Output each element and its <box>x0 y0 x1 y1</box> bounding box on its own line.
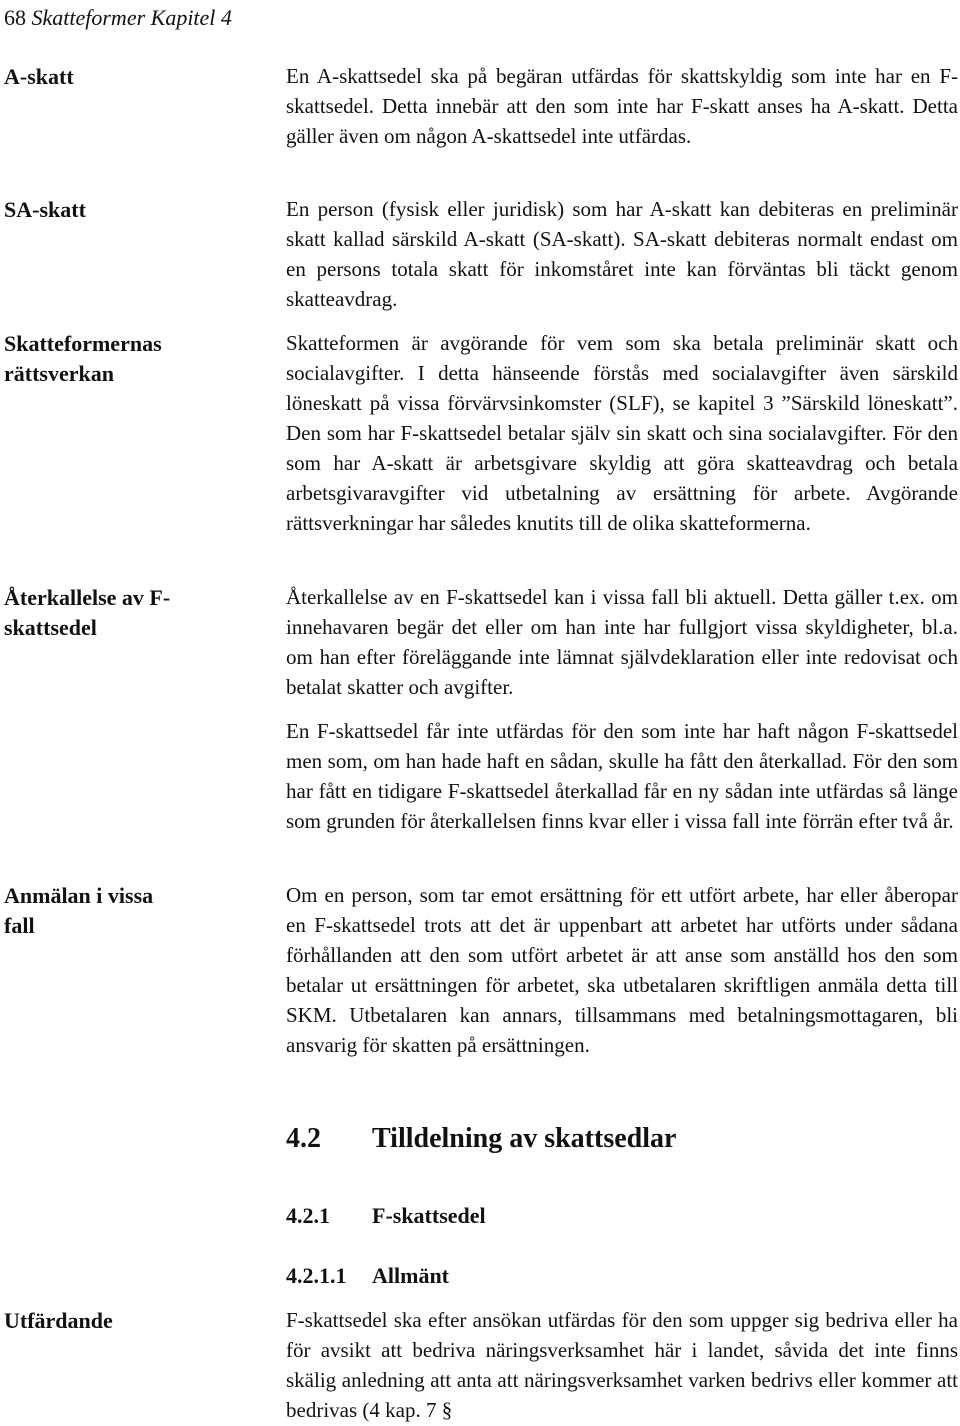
paragraph-anmalan: Om en person, som tar emot ersättning för ett utfört arbete, har eller åberopar en F-skattsedel trots att det är uppenbart att arbetet har utförts under sådana förhållanden att den som utfört arbetet är att anse som anställd hos den som betalar ut ersättningen för arbetet, ska utbetalaren skriftligen anmäla detta till SKM. Utbetalaren kan annars, tillsammans med betalningsmottagaren, bli ansvarig för skatten på ersättningen. <box>286 883 958 1057</box>
paragraph-aterkallelse: Återkallelse av en F-skattsedel kan i vissa fall bli aktuell. Detta gäller t.ex. om innehavaren begär det eller om han inte har fullgjort vissa skyldigheter, bl.a. om han efter föreläggande inte lämnat självdeklaration eller inte redovisat och betalat skatter och avgifter. <box>286 585 958 699</box>
side-heading-a-skatt: A-skatt <box>4 64 74 89</box>
paragraph-utfardande: F-skattsedel ska efter ansökan utfärdas för den som uppger sig bedriva eller ha för avsikt att bedriva näringsverksamhet här i landet, såvida det inte finns skälig anledning att anta att näringsverksamhet varken bedrivs eller kommer att bedrivas (4 kap. 7 § <box>286 1308 958 1422</box>
section-number: 4.2.1.1 <box>286 1263 347 1288</box>
section-heading-4-2 <box>286 1122 676 1156</box>
paragraph-rattsverkan: Skatteformen är avgörande för vem som ska betala preliminär skatt och socialavgifter. I detta hänseende förstås med socialavgifter även särskild löneskatt på vissa förvärvsinkomster (SLF), se kapitel 3 ”Särskild löneskatt”. Den som har F-skattsedel betalar själv sin skatt och sina socialavgifter. För den som har A-skatt är arbetsgivare skyldig att göra skatteavdrag och betala arbetsgivaravgifter vid utbetalning av ersättning för arbete. Avgörande rättsverkningar har således knutits till de olika skatteformerna. <box>286 331 958 535</box>
section-number: 4.2.1 <box>286 1203 330 1228</box>
side-heading-skatteformernas-rattsverkan: Skatteformernas rättsverkan <box>4 331 162 386</box>
paragraph-sa-skatt: En person (fysisk eller juridisk) som har A-skatt kan debiteras en preliminär skatt kallad särskild A-skatt (SA-skatt). SA-skatt debiteras normalt endast om en persons totala skatt för inkomståret inte kan förväntas bli täckt genom skatteavdrag. <box>286 197 958 311</box>
section-title: Allmänt <box>372 1263 449 1288</box>
section-title: Tilldelning av skattsedlar <box>372 1123 677 1154</box>
side-heading-aterkallelse: Återkallelse av F-skattsedel <box>4 585 171 640</box>
page-number: 68 <box>4 5 26 30</box>
section-title: F-skattsedel <box>372 1203 486 1228</box>
paragraph-aterkallelse-2: En F-skattsedel får inte utfärdas för den som inte har haft någon F-skattsedel men som, om han hade haft en sådan, skulle ha fått den återkallad. För den som har fått en tidigare F-skattsedel återkallad får en ny sådan inte utfärdas så länge som grunden för återkallelsen finns kvar eller i vissa fall inte förrän efter två år. <box>286 719 958 833</box>
paragraph-a-skatt: En A-skattsedel ska på begäran utfärdas för skattskyldig som inte har en F-skattsedel. Detta innebär att den som inte har F-skatt anses ha A-skatt. Detta gäller även om någon A-skattsedel inte utfärdas. <box>286 64 958 148</box>
section-heading-4-2-1-1 <box>286 1261 449 1291</box>
side-heading-sa-skatt: SA-skatt <box>4 197 86 222</box>
running-title: Skatteformer Kapitel 4 <box>31 5 232 30</box>
section-number: 4.2 <box>286 1123 321 1154</box>
section-heading-4-2-1 <box>286 1201 486 1231</box>
side-heading-anmalan: Anmälan i vissa fall <box>4 883 154 938</box>
page-header <box>4 4 232 32</box>
side-heading-utfardande: Utfärdande <box>4 1308 113 1333</box>
